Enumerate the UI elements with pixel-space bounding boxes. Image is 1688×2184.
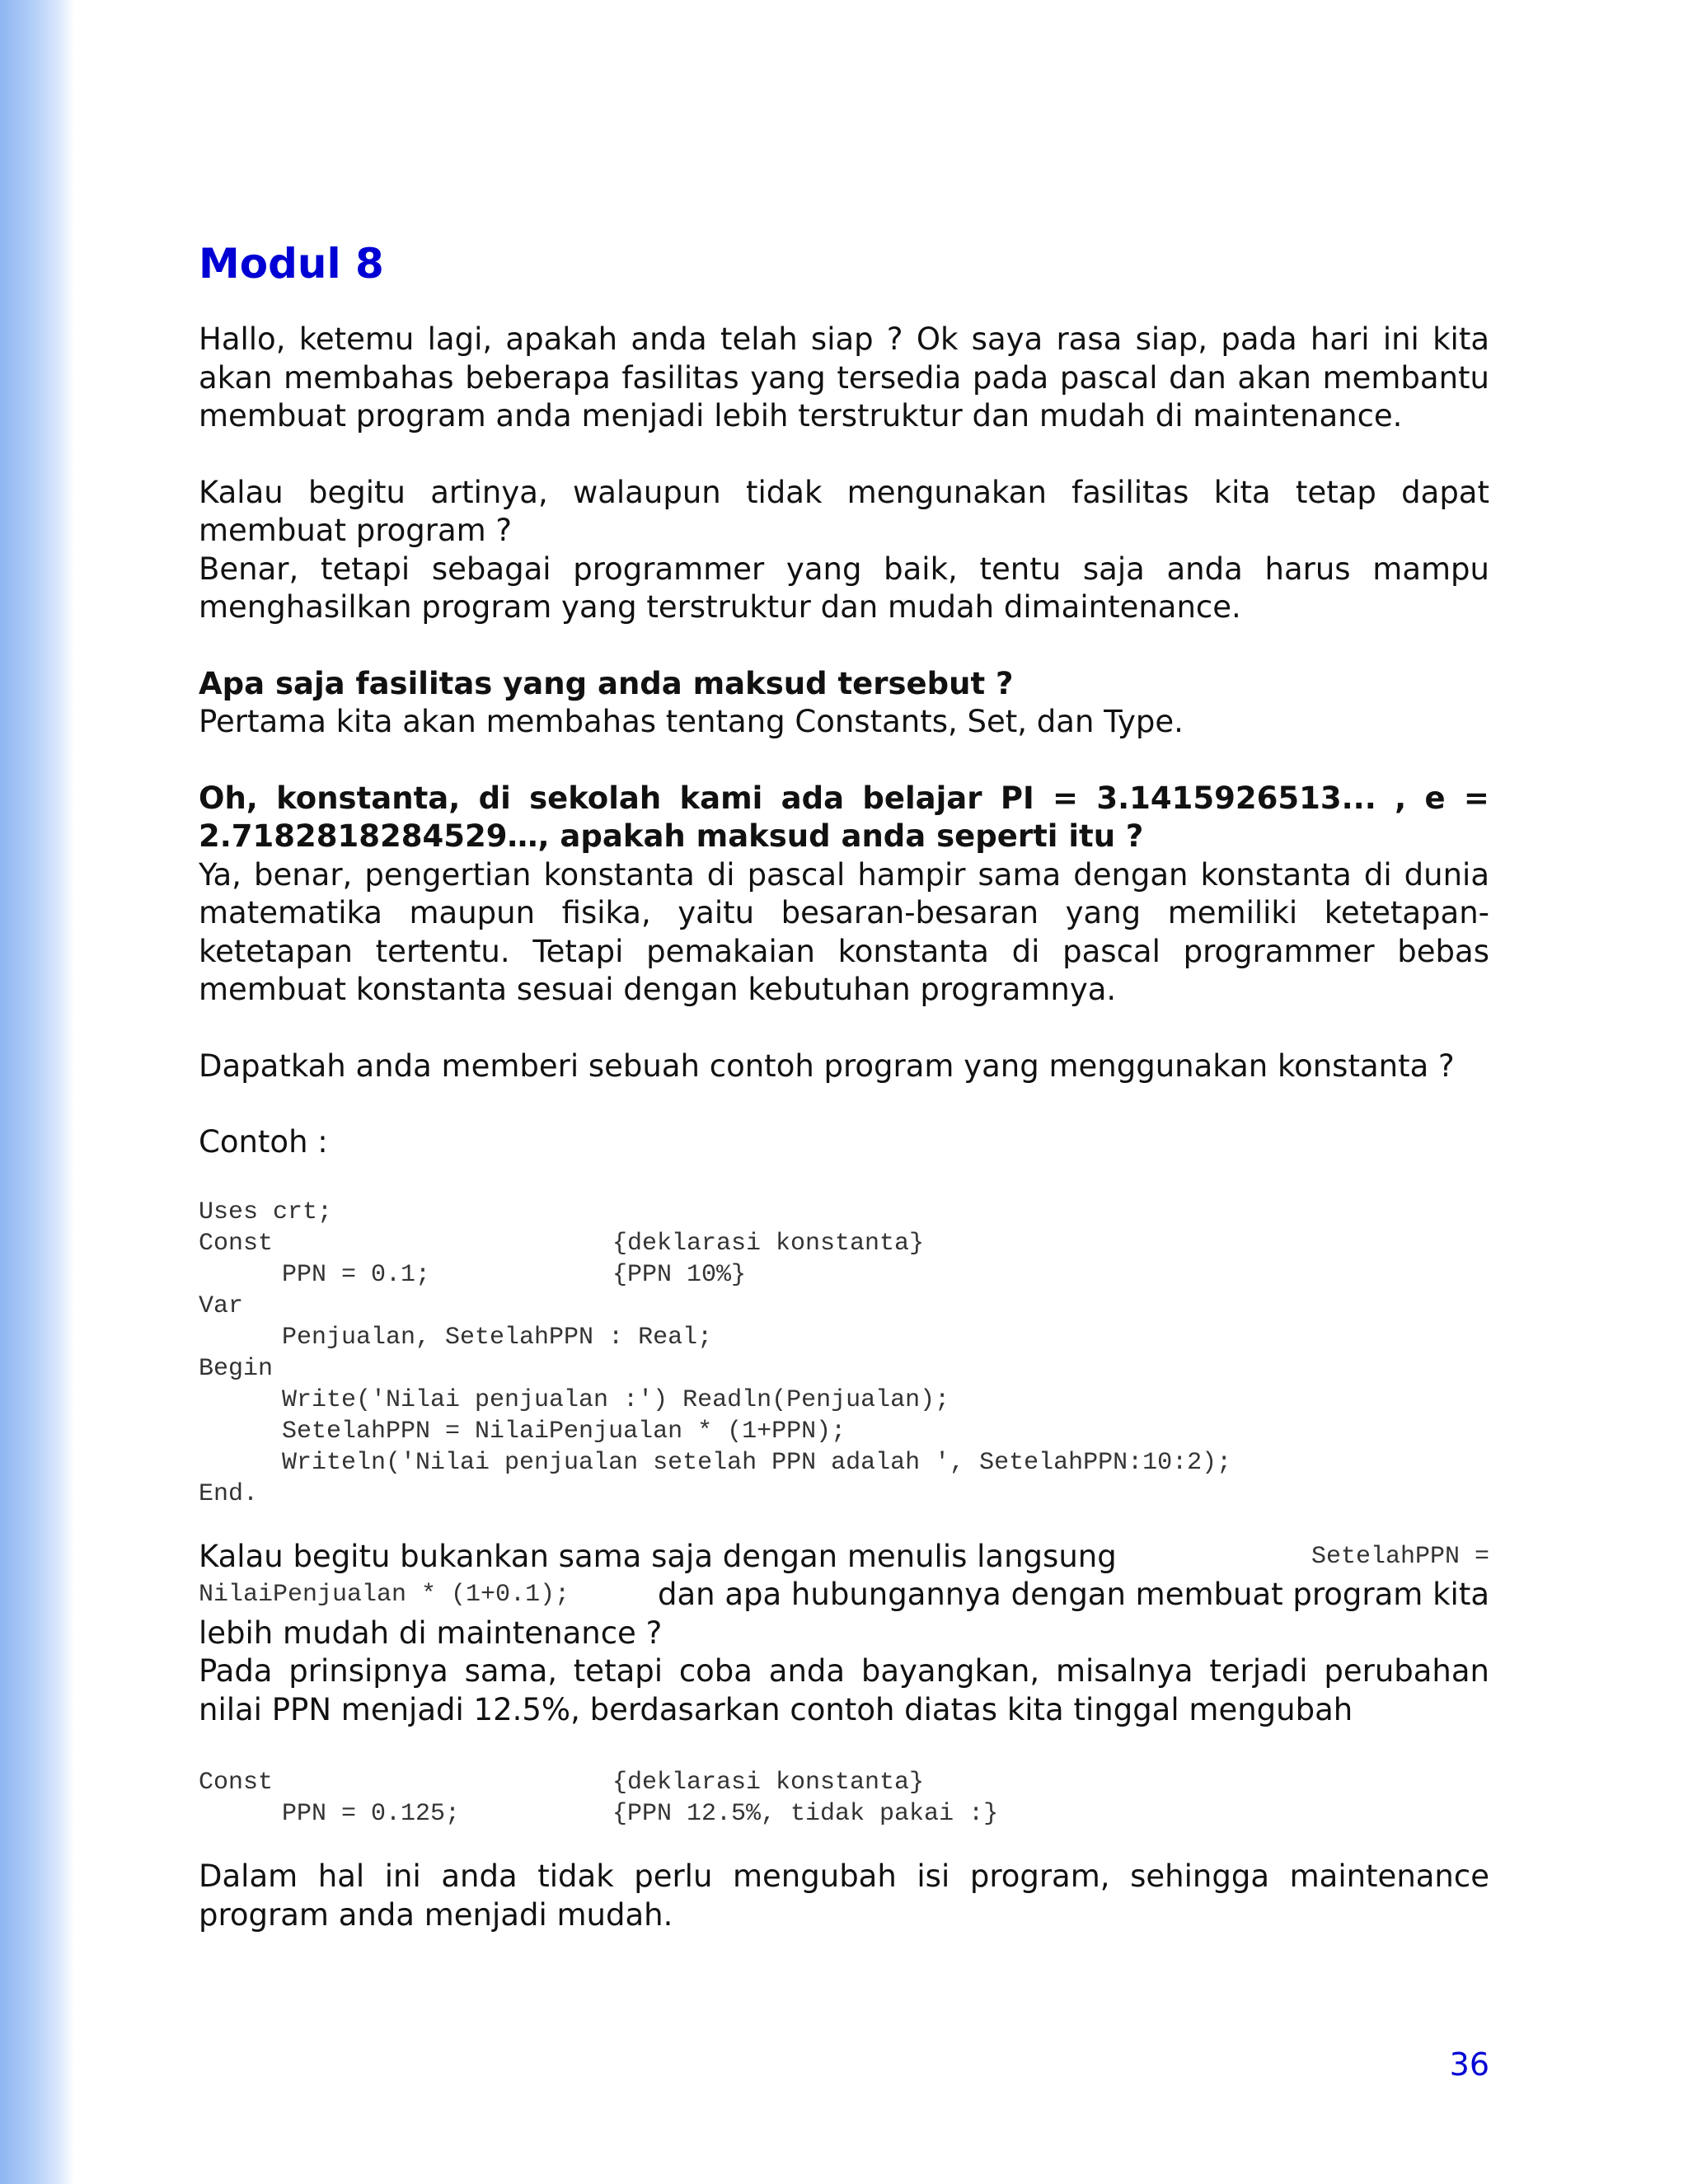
code-line [199, 1767, 1489, 1798]
question-3-line-2: 2.7182818284529…, apakah maksud anda seperti itu ? [199, 818, 1144, 854]
code-comment: {deklarasi konstanta} [612, 1769, 925, 1797]
code-comment: {PPN 10%} [612, 1260, 747, 1289]
code-statement: SetelahPPN = NilaiPenjualan * (1+PPN); [282, 1417, 846, 1446]
question-5-line-2: NilaiPenjualan * (1+0.1); dan apa hubungannya dengan membuat program kita [199, 1576, 1489, 1615]
intro-paragraph: Hallo, ketemu lagi, apakah anda telah siap ? Ok saya rasa siap, pada hari ini kita akan membahas beberapa fasilitas yang tersedia pada pascal dan akan membantu membuat program anda menjadi lebih terstruktur dan mudah di maintenance. [199, 321, 1489, 434]
code-line [199, 1385, 1489, 1416]
answer-3: Ya, benar, pengertian konstanta di pascal hampir sama dengan konstanta di dunia matematika maupun fisika, yaitu besaran-besaran yang memiliki ketetapan-ketetapan tertentu. Tetapi pemakaian konstanta di pascal programmer bebas membuat konstanta sesuai dengan kebutuhan programnya. [199, 856, 1489, 1007]
module-title: Modul 8 [199, 240, 384, 288]
code-comment: {deklarasi konstanta} [612, 1229, 925, 1258]
code-statement: Write('Nilai penjualan :') Readln(Penjualan); [282, 1385, 950, 1414]
closing-paragraph: Dalam hal ini anda tidak perlu mengubah isi program, sehingga maintenance program anda menjadi mudah. [199, 1858, 1489, 1933]
code-line [199, 1291, 1489, 1322]
code-statement: Var [199, 1291, 244, 1320]
code-line [199, 1798, 1489, 1830]
code-block-changed-constant [199, 1767, 1489, 1830]
code-line [199, 1197, 1489, 1228]
code-line [199, 1447, 1489, 1479]
code-statement: End. [199, 1479, 259, 1508]
inline-code: NilaiPenjualan * (1+0.1); [199, 1581, 570, 1609]
code-statement: Begin [199, 1354, 274, 1383]
page-content [199, 235, 1489, 1934]
code-block-constants [199, 1197, 1489, 1510]
code-statement: Writeln('Nilai penjualan setelah PPN adalah ', SetelahPPN:10:2); [282, 1448, 1232, 1477]
answer-5: Pada prinsipnya sama, tetapi coba anda bayangkan, misalnya terjadi perubahan nilai PPN menjadi 12.5%, berdasarkan contoh diatas kita tinggal mengubah [199, 1653, 1489, 1727]
question-4: Dapatkah anda memberi sebuah contoh program yang menggunakan konstanta ? [199, 1047, 1455, 1084]
example-label: Contoh : [199, 1124, 328, 1160]
code-line [199, 1416, 1489, 1447]
question-5-line-3: lebih mudah di maintenance ? [199, 1615, 663, 1651]
answer-2: Pertama kita akan membahas tentang Constants, Set, dan Type. [199, 704, 1184, 739]
code-statement: Const [199, 1229, 274, 1258]
question-3-line-1: Oh, konstanta, di sekolah kami ada belajar PI = 3.1415926513... , e = [199, 780, 1489, 816]
question-2: Apa saja fasilitas yang anda maksud tersebut ? [199, 665, 1014, 701]
code-statement: Uses crt; [199, 1197, 333, 1226]
code-statement: PPN = 0.125; [282, 1800, 461, 1828]
code-statement: PPN = 0.1; [282, 1260, 431, 1289]
page-side-band [0, 0, 74, 2184]
code-statement: Const [199, 1769, 274, 1797]
code-line [199, 1228, 1489, 1259]
page-number: 36 [1449, 2046, 1489, 2083]
code-line [199, 1322, 1489, 1353]
code-line [199, 1259, 1489, 1291]
code-line [199, 1353, 1489, 1385]
code-line [199, 1479, 1489, 1510]
code-comment: {PPN 12.5%, tidak pakai :} [612, 1800, 999, 1828]
answer-1: Benar, tetapi sebagai programmer yang baik, tentu saja anda harus mampu menghasilkan program yang terstruktur dan mudah dimaintenance. [199, 551, 1489, 625]
question-5-line-1: Kalau begitu bukankan sama saja dengan menulis langsung SetelahPPN = [199, 1538, 1489, 1577]
code-statement: Penjualan, SetelahPPN : Real; [282, 1323, 713, 1352]
inline-code: SetelahPPN = [1311, 1542, 1489, 1571]
question-1: Kalau begitu artinya, walaupun tidak mengunakan fasilitas kita tetap dapat membuat program ? [199, 474, 1489, 548]
